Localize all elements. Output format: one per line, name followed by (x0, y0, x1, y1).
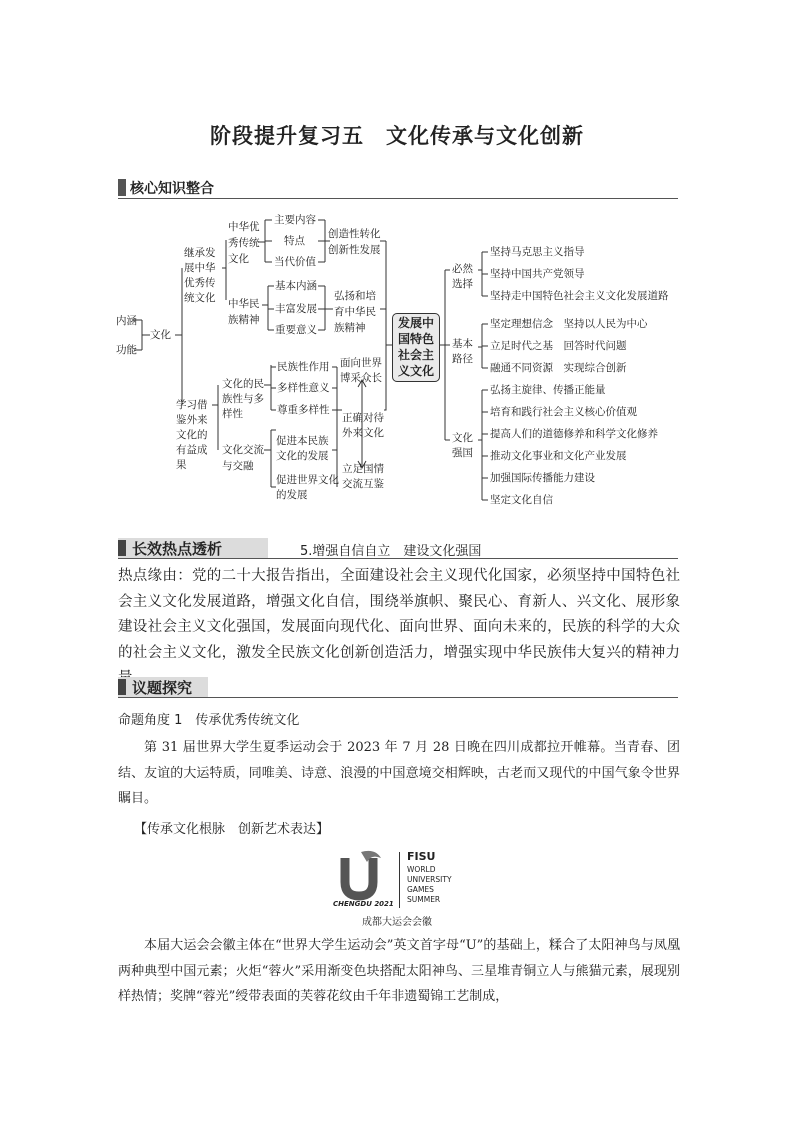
hot-paragraph: 热点缘由：党的二十大报告指出，全面建设社会主义现代化国家，必须坚持中国特色社会主义文化发展道路，增强文化自信，围绕举旗帜、聚民心、育新人、兴文化、展形象建设社会主义文化强国，发展面向现代化、面向世界、面向未来的，民族的科学的大众的社会主义文化，激发全民族文化创新创造活力，增强实现中华民族伟大复兴的精神力 (118, 568, 680, 661)
section-subtitle: 5.增强自信自立 建设文化强国 (300, 544, 482, 559)
connector-lines (0, 0, 794, 530)
node-strong: 文化强国 (452, 432, 473, 459)
node-neihan: 内涵 (116, 315, 137, 327)
must-item: 坚持马克思主义指导 (490, 246, 585, 258)
path-item: 坚定理想信念 坚持以人民为中心 (490, 318, 648, 330)
section-label: 长效热点透析 (132, 540, 223, 558)
logo-text (407, 865, 452, 905)
section-tag (118, 677, 208, 697)
u-logo-icon (325, 848, 395, 906)
spirit-item: 基本内涵 (275, 280, 317, 292)
section-label: 议题探究 (132, 679, 193, 697)
section-header-topic (118, 677, 678, 698)
node-trad: 中华优秀传统文化 (228, 221, 260, 265)
spirit-item: 丰富发展 (275, 303, 317, 315)
spirit-item: 重要意义 (275, 324, 317, 336)
logo-line: UNIVERSITY (407, 875, 452, 884)
node-spirit: 中华民族精神 (228, 298, 260, 326)
exchange-item: 促进世界文化的发展 (276, 474, 339, 501)
node-face-world: 面向世界博采众长 (340, 357, 382, 384)
page-title: 阶段提升复习五 文化传承与文化创新 (210, 124, 584, 148)
trad-item: 特点 (284, 235, 305, 247)
strong-item: 提高人们的道德修养和科学文化修养 (490, 428, 658, 440)
path-item: 融通不同资源 实现综合创新 (490, 362, 627, 374)
logo-divider (399, 852, 400, 908)
trad-item: 当代价值 (274, 256, 316, 268)
strong-item: 加强国际传播能力建设 (490, 472, 595, 484)
node-national: 文化的民族性与多样性 (222, 378, 264, 420)
games-emblem (325, 848, 475, 914)
section-label: 核心知识整合 (130, 181, 214, 197)
node-base: 立足国情交流互鉴 (342, 463, 384, 490)
trad-item: 主要内容 (274, 214, 316, 226)
strong-item: 坚定文化自信 (490, 494, 553, 506)
node-culture: 文化 (150, 329, 171, 341)
knowledge-map (0, 0, 794, 530)
paragraph-intro: 第 31 届世界大学生夏季运动会于 2023 年 7 月 28 日晚在四川成都拉开帷幕。当青春、团结、友谊的大运特质，同唯美、诗意、浪漫的中国意境交相辉映，古老而又现代的中国气象令世界瞩目。 (118, 740, 680, 806)
logo-fisu: FISU (407, 850, 436, 863)
national-item: 民族性作用 (277, 361, 330, 373)
section-header-hot (118, 538, 678, 559)
logo-line: GAMES (407, 885, 434, 894)
node-correct: 正确对待外来文化 (342, 412, 384, 439)
strong-item: 培育和践行社会主义核心价值观 (490, 406, 637, 418)
path-item: 立足时代之基 回答时代问题 (490, 340, 627, 352)
node-learn: 学习借鉴外来文化的有益成果 (176, 399, 208, 471)
strong-item: 推动文化事业和文化产业发展 (490, 450, 627, 462)
must-item: 坚持走中国特色社会主义文化发展道路 (490, 290, 669, 302)
must-item: 坚持中国共产党领导 (490, 268, 585, 280)
exchange-item: 促进本民族文化的发展 (276, 435, 329, 462)
bracket-heading: 【传承文化根脉 创新艺术表达】 (134, 822, 330, 837)
national-item: 尊重多样性 (277, 404, 330, 416)
logo-city: CHENGDU 2021 (333, 900, 394, 908)
angle-heading: 命题角度 1 传承优秀传统文化 (118, 713, 300, 728)
logo-line: WORLD (407, 865, 436, 874)
logo-line: SUMMER (407, 895, 441, 904)
node-creative: 创造性转化创新性发展 (328, 228, 381, 256)
section-tag (118, 538, 268, 558)
node-exchange: 文化交流与交融 (222, 444, 264, 472)
node-promote: 弘扬和培育中华民族精神 (334, 290, 376, 334)
section-marker (118, 540, 126, 556)
center-node: 发展中国特色社会主义文化 (392, 313, 440, 382)
node-must: 必然选择 (452, 263, 473, 290)
node-path: 基本路径 (452, 338, 473, 365)
strong-item: 弘扬主旋律、传播正能量 (490, 384, 606, 396)
paragraph-emblem: 本届大运会会徽主体在“世界大学生运动会”英文首字母“U”的基础上，糅合了太阳神鸟与凤凰两种典型中国元素；火炬“蓉火”采用渐变色块搭配太阳神鸟、三星堆青铜立人与熊猫元素，展现别样热情；奖牌“蓉光”绶带表面的芙蓉花纹由千年非遗蜀锦工艺制成， (118, 938, 680, 1004)
national-item: 多样性意义 (277, 382, 330, 394)
logo-caption: 成都大运会会徽 (362, 917, 432, 928)
node-gongneng: 功能 (116, 344, 137, 356)
section-marker (118, 679, 126, 695)
node-inherit: 继承发展中华优秀传统文化 (184, 247, 216, 304)
